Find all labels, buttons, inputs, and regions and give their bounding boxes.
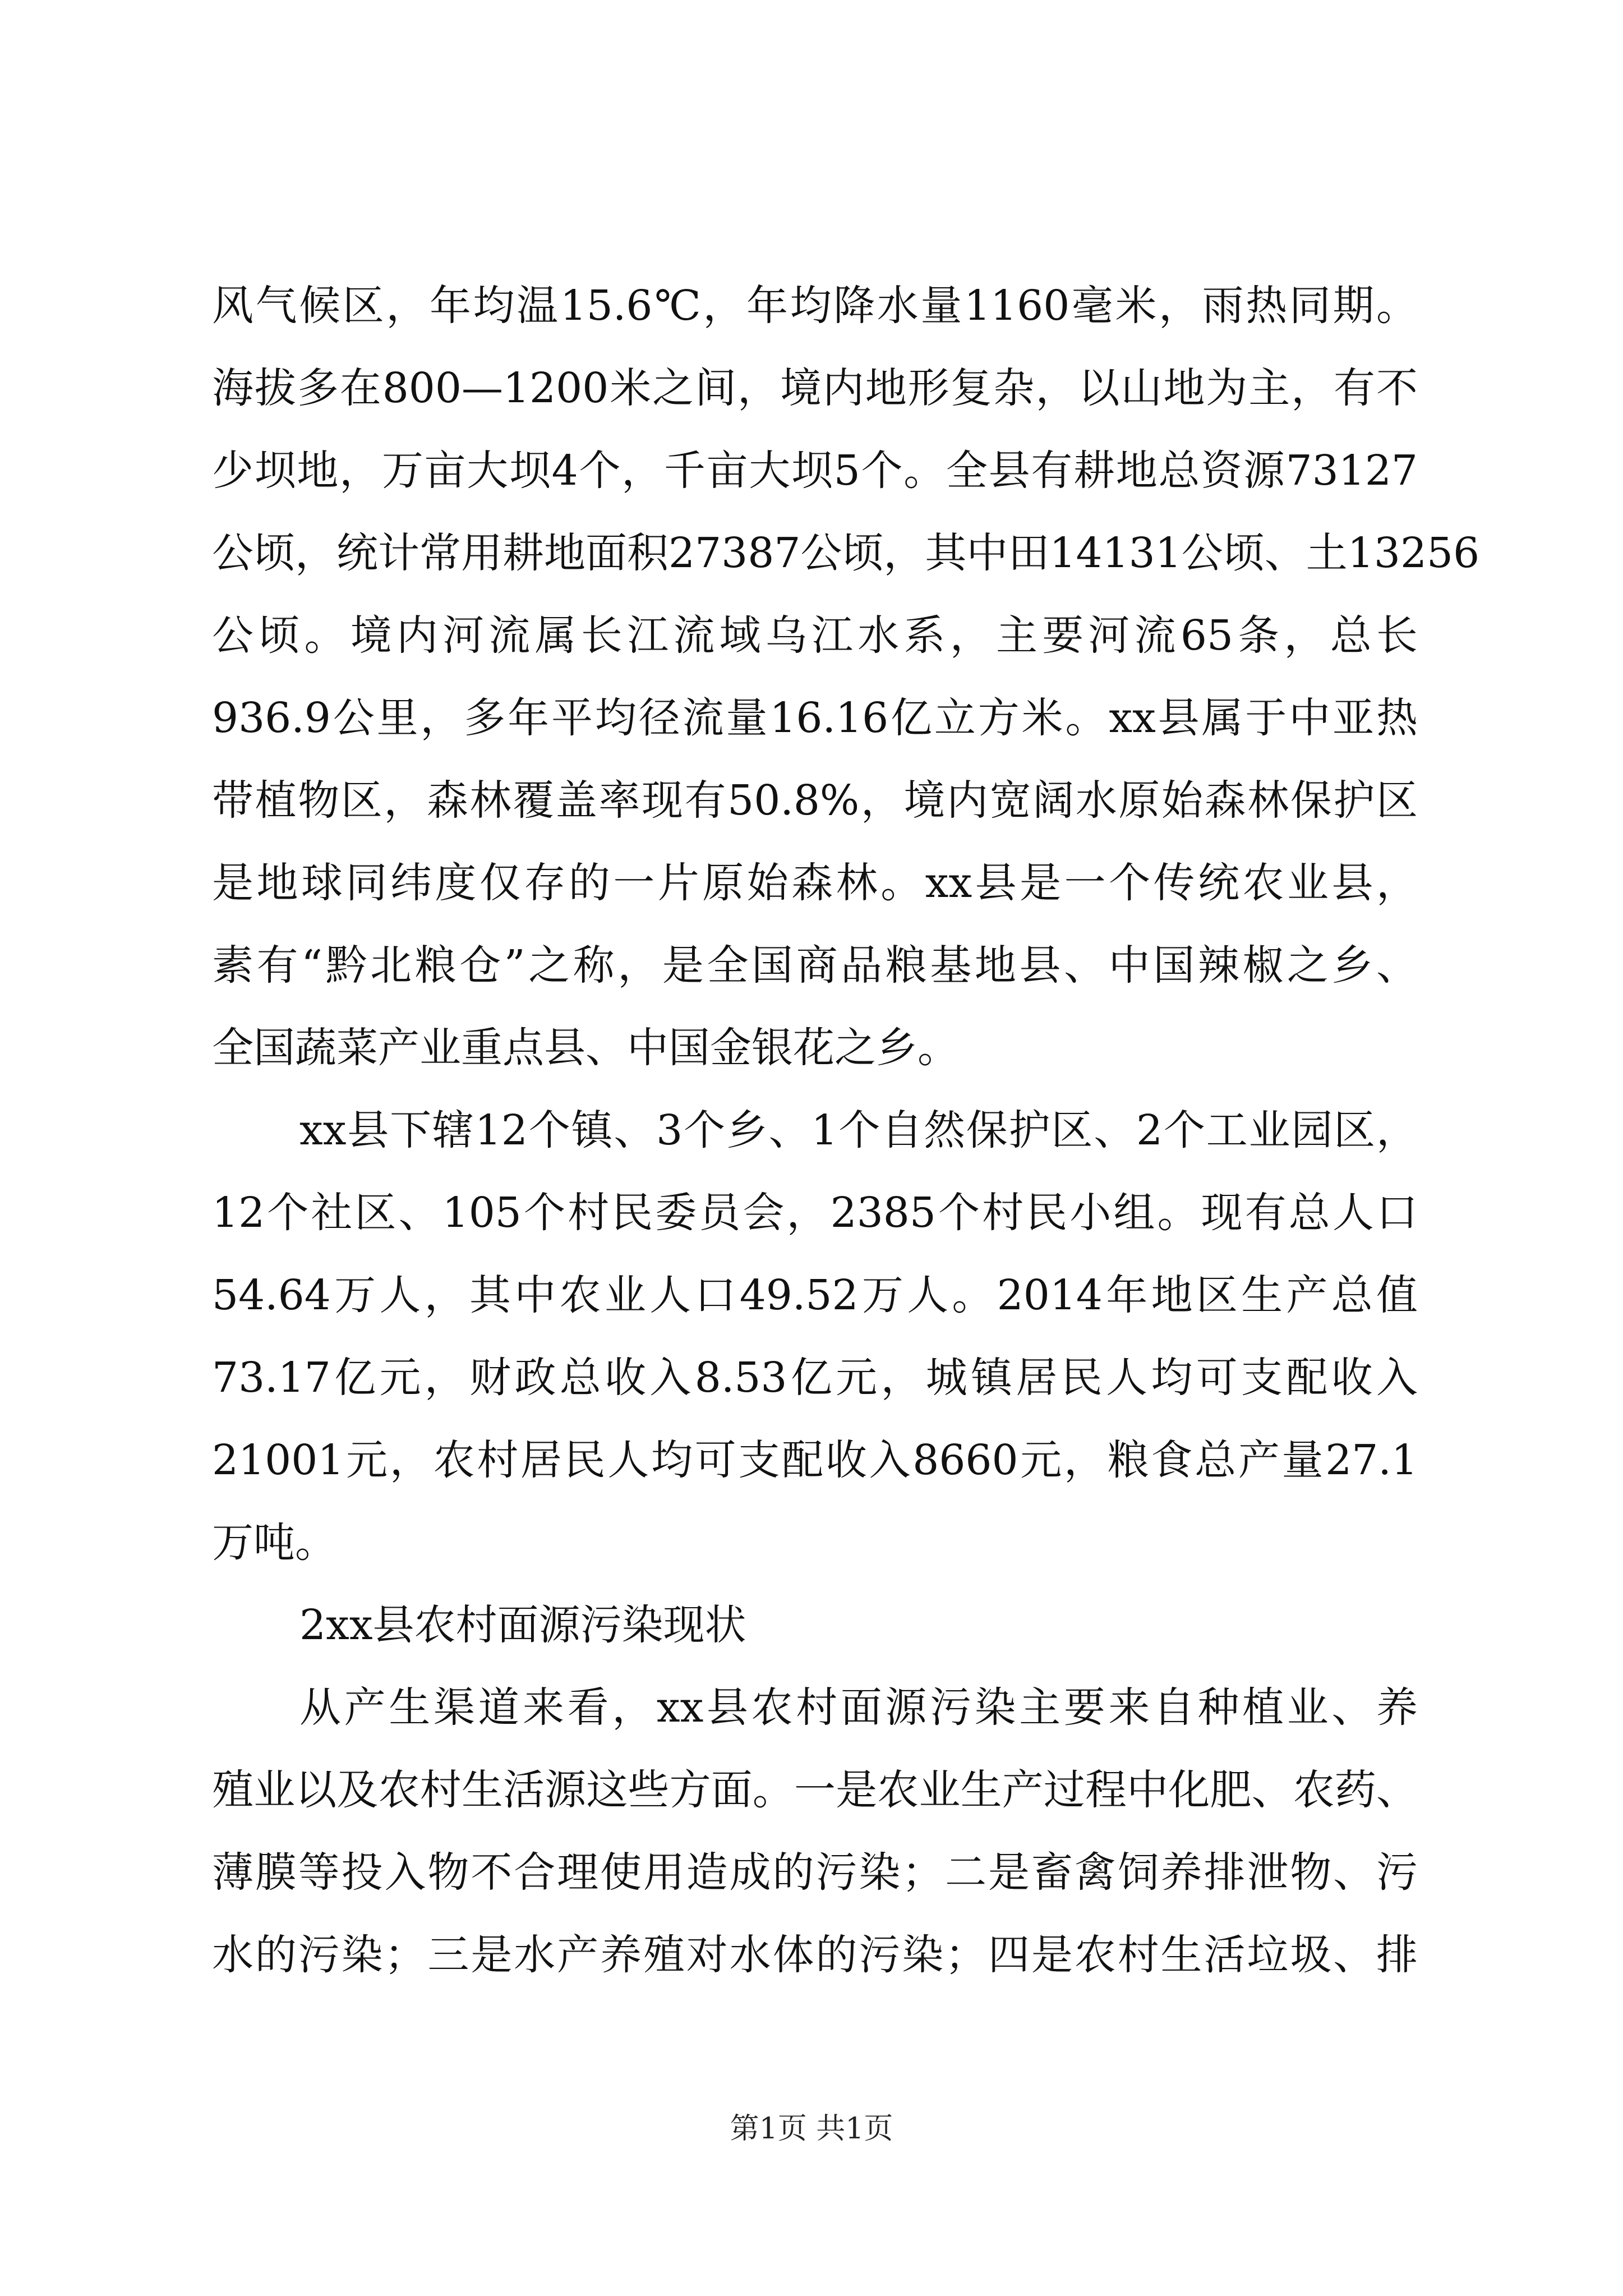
paragraph-1-line-7: 带植物区，森林覆盖率现有50.8%，境内宽阔水原始森林保护区 bbox=[212, 776, 1418, 825]
paragraph-1-line-5: 公顷。境内河流属长江流域乌江水系，主要河流65条，总长 bbox=[212, 611, 1418, 660]
paragraph-1-line-8: 是地球同纬度仅存的一片原始森林。xx县是一个传统农业县， bbox=[212, 859, 1418, 907]
paragraph-1-line-6: 936.9公里，多年平均径流量16.16亿立方米。xx县属于中亚热 bbox=[212, 694, 1418, 742]
paragraph-1-line-9: 素有“黔北粮仓”之称，是全国商品粮基地县、中国辣椒之乡、 bbox=[212, 941, 1418, 990]
paragraph-1-line-1: 风气候区，年均温15.6℃，年均降水量1160毫米，雨热同期。 bbox=[212, 282, 1418, 330]
paragraph-3-line-2: 殖业以及农村生活源这些方面。一是农业生产过程中化肥、农药、 bbox=[212, 1766, 1418, 1814]
paragraph-1-line-3: 少坝地，万亩大坝4个，千亩大坝5个。全县有耕地总资源73127 bbox=[212, 447, 1418, 495]
paragraph-3-line-4: 水的污染；三是水产养殖对水体的污染；四是农村生活垃圾、排 bbox=[212, 1931, 1418, 1979]
paragraph-1-line-4: 公顷，统计常用耕地面积27387公顷，其中田14131公顷、土13256 bbox=[212, 529, 1480, 577]
paragraph-2-line-6: 万吨。 bbox=[212, 1519, 336, 1567]
paragraph-2-line-4: 73.17亿元，财政总收入8.53亿元，城镇居民人均可支配收入 bbox=[212, 1354, 1418, 1402]
paragraph-2-line-1: xx县下辖12个镇、3个乡、1个自然保护区、2个工业园区， bbox=[299, 1106, 1418, 1154]
paragraph-3-line-3: 薄膜等投入物不合理使用造成的污染；二是畜禽饲养排泄物、污 bbox=[212, 1848, 1418, 1897]
paragraph-3-line-1: 从产生渠道来看，xx县农村面源污染主要来自种植业、养 bbox=[299, 1683, 1418, 1732]
paragraph-1-line-2: 海拔多在800—1200米之间，境内地形复杂，以山地为主，有不 bbox=[212, 364, 1418, 412]
paragraph-2-line-5: 21001元，农村居民人均可支配收入8660元，粮食总产量27.1 bbox=[212, 1436, 1418, 1484]
paragraph-2-line-2: 12个社区、105个村民委员会，2385个村民小组。现有总人口 bbox=[212, 1189, 1418, 1237]
section-heading: 2xx县农村面源污染现状 bbox=[299, 1601, 746, 1649]
page-footer: 第1页 共1页 bbox=[730, 2112, 893, 2146]
paragraph-2-line-3: 54.64万人，其中农业人口49.52万人。2014年地区生产总值 bbox=[212, 1271, 1418, 1319]
paragraph-1-line-10: 全国蔬菜产业重点县、中国金银花之乡。 bbox=[212, 1024, 959, 1072]
